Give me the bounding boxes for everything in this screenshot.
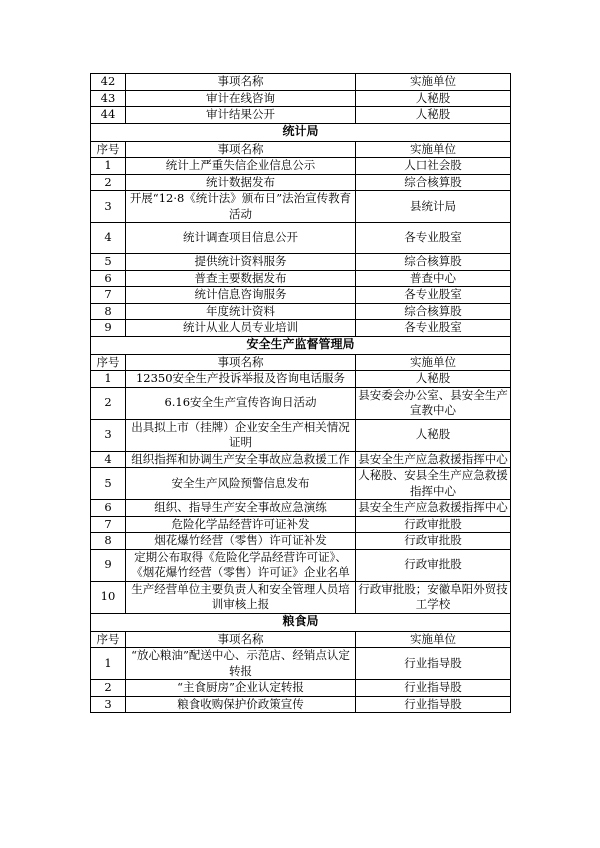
- implementing-unit: 行业指导股: [356, 696, 511, 713]
- row-number: 4: [91, 451, 126, 468]
- row-number: 1: [91, 158, 126, 175]
- header-no: 序号: [91, 631, 126, 648]
- table-row: [91, 680, 511, 697]
- implementing-unit: 各专业股室: [356, 320, 511, 337]
- table-row: [91, 303, 511, 320]
- table-row: [91, 158, 511, 175]
- implementing-unit: 行政审批股: [356, 533, 511, 550]
- implementing-unit: 行业指导股: [356, 680, 511, 697]
- item-name: 安全生产风险预警信息发布: [126, 468, 356, 500]
- table-row: [91, 107, 511, 124]
- item-name: 12350安全生产投诉举报及咨询电话服务: [126, 371, 356, 388]
- implementing-unit: 综合核算股: [356, 303, 511, 320]
- table-row: [91, 549, 511, 581]
- implementing-unit: 人秘股、安县全生产应急救援指挥中心: [356, 468, 511, 500]
- implementing-unit: 行政审批股: [356, 516, 511, 533]
- implementing-unit: 实施单位: [356, 74, 511, 91]
- row-number: 5: [91, 254, 126, 271]
- table-row: [91, 270, 511, 287]
- row-number: 6: [91, 500, 126, 517]
- section-title-row: [91, 336, 511, 354]
- row-number: 43: [91, 90, 126, 107]
- table-row: [91, 191, 511, 223]
- implementing-unit: 普查中心: [356, 270, 511, 287]
- implementing-unit: 综合核算股: [356, 254, 511, 271]
- item-name: 提供统计资料服务: [126, 254, 356, 271]
- row-number: 4: [91, 223, 126, 254]
- table-row: [91, 468, 511, 500]
- table-row: [91, 90, 511, 107]
- implementing-unit: 县安委会办公室、县安全生产宣教中心: [356, 387, 511, 419]
- section-title-row: [91, 613, 511, 631]
- table-row: [91, 451, 511, 468]
- row-number: 1: [91, 648, 126, 680]
- item-name: 统计从业人员专业培训: [126, 320, 356, 337]
- table-row: [91, 696, 511, 713]
- item-name: 统计信息咨询服务: [126, 287, 356, 304]
- implementing-unit: 人秘股: [356, 371, 511, 388]
- table-row: [91, 648, 511, 680]
- item-name: 统计上严重失信企业信息公示: [126, 158, 356, 175]
- table-row: [91, 533, 511, 550]
- implementing-unit: 行政审批股: [356, 549, 511, 581]
- item-name: 烟花爆竹经营（零售）许可证补发: [126, 533, 356, 550]
- item-name: 组织、指导生产安全事故应急演练: [126, 500, 356, 517]
- row-number: 9: [91, 320, 126, 337]
- table-row: [91, 287, 511, 304]
- section-title: 统计局: [91, 123, 511, 141]
- item-name: 定期公布取得《危险化学品经营许可证》、《烟花爆竹经营（零售）许可证》企业名单: [126, 549, 356, 581]
- table-row: [91, 581, 511, 613]
- implementing-unit: 人秘股: [356, 90, 511, 107]
- item-name: 开展“12·8《统计法》颁布日”法治宣传教育活动: [126, 191, 356, 223]
- row-number: 5: [91, 468, 126, 500]
- header-no: 序号: [91, 141, 126, 158]
- table-row: [91, 223, 511, 254]
- header-name: 事项名称: [126, 141, 356, 158]
- table-row: [91, 387, 511, 419]
- implementing-unit: 县安全生产应急救援指挥中心: [356, 500, 511, 517]
- row-number: 8: [91, 303, 126, 320]
- section-title: 粮食局: [91, 613, 511, 631]
- section-title: 安全生产监督管理局: [91, 336, 511, 354]
- row-number: 42: [91, 74, 126, 91]
- item-name: 普查主要数据发布: [126, 270, 356, 287]
- implementing-unit: 各专业股室: [356, 287, 511, 304]
- row-number: 44: [91, 107, 126, 124]
- table-row: [91, 419, 511, 451]
- column-header-row: [91, 354, 511, 371]
- item-name: 统计调查项目信息公开: [126, 223, 356, 254]
- implementing-unit: 人秘股: [356, 107, 511, 124]
- item-name: 粮食收购保护价政策宣传: [126, 696, 356, 713]
- header-unit: 实施单位: [356, 631, 511, 648]
- row-number: 3: [91, 419, 126, 451]
- implementing-unit: 行业指导股: [356, 648, 511, 680]
- item-name: 生产经营单位主要负责人和安全管理人员培训审核上报: [126, 581, 356, 613]
- header-name: 事项名称: [126, 354, 356, 371]
- implementing-unit: 各专业股室: [356, 223, 511, 254]
- item-name: “放心粮油”配送中心、示范店、经销点认定转报: [126, 648, 356, 680]
- implementing-unit: 行政审批股；安徽阜阳外贸技工学校: [356, 581, 511, 613]
- table-row: [91, 320, 511, 337]
- item-name: 危险化学品经营许可证补发: [126, 516, 356, 533]
- row-number: 9: [91, 549, 126, 581]
- row-number: 8: [91, 533, 126, 550]
- table-row: [91, 516, 511, 533]
- table-row: [91, 74, 511, 91]
- public-service-items-table: [90, 73, 511, 713]
- item-name: 事项名称: [126, 74, 356, 91]
- row-number: 2: [91, 680, 126, 697]
- header-name: 事项名称: [126, 631, 356, 648]
- item-name: 审计结果公开: [126, 107, 356, 124]
- implementing-unit: 综合核算股: [356, 174, 511, 191]
- implementing-unit: 人秘股: [356, 419, 511, 451]
- implementing-unit: 人口社会股: [356, 158, 511, 175]
- row-number: 6: [91, 270, 126, 287]
- row-number: 3: [91, 191, 126, 223]
- row-number: 7: [91, 287, 126, 304]
- row-number: 2: [91, 387, 126, 419]
- item-name: 组织指挥和协调生产安全事故应急救援工作: [126, 451, 356, 468]
- table-row: [91, 254, 511, 271]
- table-row: [91, 174, 511, 191]
- row-number: 7: [91, 516, 126, 533]
- item-name: 年度统计资料: [126, 303, 356, 320]
- row-number: 10: [91, 581, 126, 613]
- section-title-row: [91, 123, 511, 141]
- header-unit: 实施单位: [356, 354, 511, 371]
- table-row: [91, 371, 511, 388]
- implementing-unit: 县安全生产应急救援指挥中心: [356, 451, 511, 468]
- item-name: 6.16安全生产宣传咨询日活动: [126, 387, 356, 419]
- header-no: 序号: [91, 354, 126, 371]
- implementing-unit: 县统计局: [356, 191, 511, 223]
- item-name: 统计数据发布: [126, 174, 356, 191]
- row-number: 1: [91, 371, 126, 388]
- table-row: [91, 500, 511, 517]
- header-unit: 实施单位: [356, 141, 511, 158]
- row-number: 2: [91, 174, 126, 191]
- item-name: 出具拟上市（挂牌）企业安全生产相关情况证明: [126, 419, 356, 451]
- row-number: 3: [91, 696, 126, 713]
- column-header-row: [91, 141, 511, 158]
- item-name: 审计在线咨询: [126, 90, 356, 107]
- item-name: “主食厨房”企业认定转报: [126, 680, 356, 697]
- column-header-row: [91, 631, 511, 648]
